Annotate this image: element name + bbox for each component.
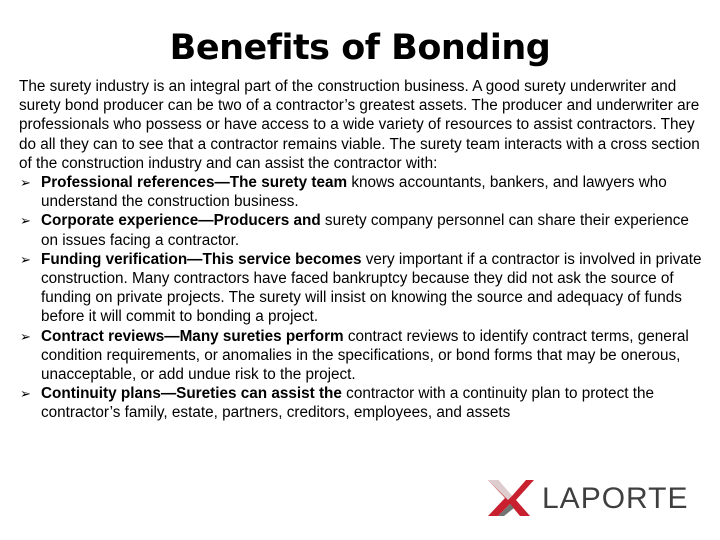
bullet-text: surety company personnel can share their experience on issues facing a contractor. [41, 212, 689, 249]
bullet-lead: Contract reviews—Many sureties perform [41, 327, 344, 345]
bullet-lead: Funding verification—This service becomes [41, 250, 362, 268]
arrow-bullet-icon: ➢ [20, 386, 31, 402]
arrow-bullet-icon: ➢ [20, 175, 31, 191]
bullet-text: very important if a contractor is involved in private construction. Many contractors have faced bankruptcy because they did not ask the source of funding on private projects. The surety will insist on knowing the source and adequacy of funds before it will commit to bonding a project. [41, 250, 702, 326]
bullet-text: contractor with a continuity plan to protect the contractor’s family, estate, partners, creditors, employees, and assets [41, 385, 654, 422]
logo-wordmark: LAPORTE [542, 482, 689, 515]
bullet-text: contract reviews to identify contract terms, general condition requirements, or anomalies in the specifications, or bond forms that may be onerous, unacceptable, or add undue risk to the project. [41, 327, 689, 384]
benefits-list [19, 173, 709, 423]
bullet-lead: Continuity plans—Sureties can assist the [41, 385, 342, 403]
bullet-lead: Professional references—The surety team [41, 174, 348, 192]
list-item [19, 250, 709, 327]
arrow-bullet-icon: ➢ [20, 328, 31, 344]
list-item [19, 327, 709, 385]
bullet-lead: Corporate experience—Producers and [41, 212, 321, 230]
list-item [19, 211, 709, 249]
bullet-text: knows accountants, bankers, and lawyers who understand the construction business. [41, 174, 667, 211]
arrow-bullet-icon: ➢ [20, 251, 31, 267]
slide-title: Benefits of Bonding [169, 28, 551, 68]
slide-body [19, 77, 709, 423]
intro-paragraph: The surety industry is an integral part of the construction business. A good surety underwriter and surety bond producer can be two of a contractor’s greatest assets. The producer and underwriter are professionals who possess or have access to a wide variety of resources to assist contractors. They do all they can to see that a contractor remains viable. The surety team interacts with a cross section of the construction industry and can assist the contractor with: [19, 78, 700, 172]
laporte-x-mark-icon [486, 478, 536, 518]
list-item [19, 173, 709, 211]
laporte-logo [486, 478, 689, 518]
list-item [19, 384, 709, 422]
arrow-bullet-icon: ➢ [20, 213, 31, 229]
